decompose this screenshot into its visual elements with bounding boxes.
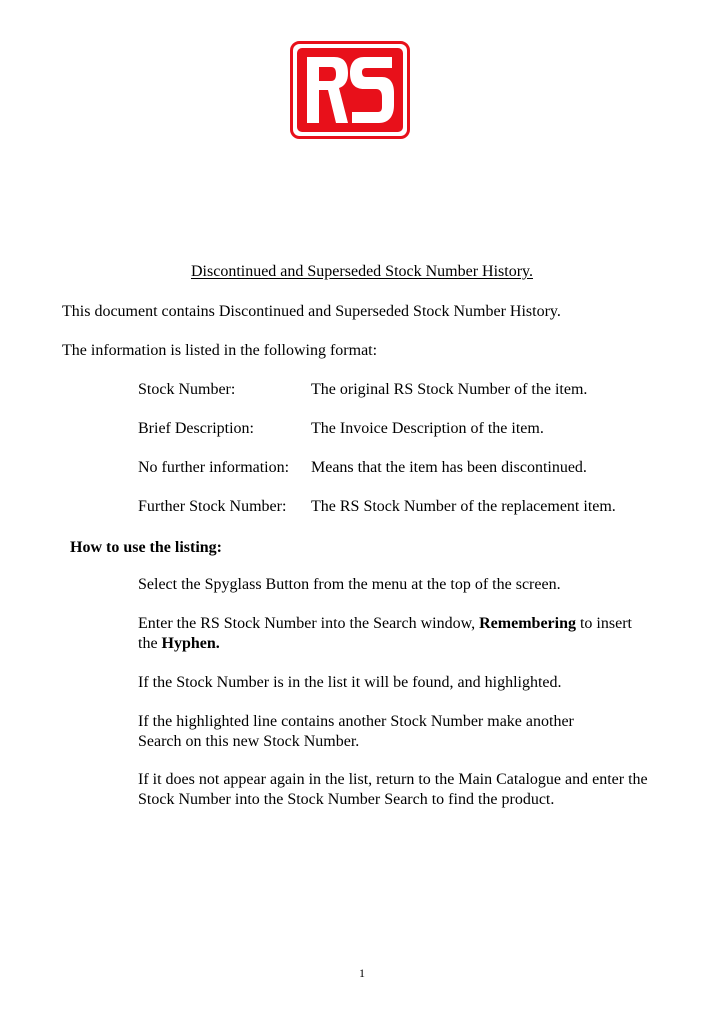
intro-paragraph-1: This document contains Discontinued and Superseded Stock Number History. [62,303,561,320]
step-3: If the Stock Number is in the list it will be found, and highlighted. [138,674,562,691]
rs-logo-icon [290,41,410,139]
step-2 [138,614,648,654]
step-2-text: Enter the RS Stock Number into the Search window, [138,615,480,632]
format-value: The Invoice Description of the item. [311,420,544,437]
howto-heading: How to use the listing: [70,539,222,556]
format-row-brief-description [138,419,698,439]
format-value: Means that the item has been discontinued. [311,459,587,476]
format-row-stock-number [138,380,698,400]
rs-logo [290,41,410,139]
format-row-further-stock-number [138,497,698,517]
page-number: 1 [359,966,365,980]
intro-paragraph-2: The information is listed in the following format: [62,342,378,359]
document-title: Discontinued and Superseded Stock Number History. [190,263,533,280]
format-key: No further information: [138,459,290,476]
step-2-text-mid: to insert the [138,615,632,652]
format-key: Brief Description: [138,420,254,437]
format-key: Further Stock Number: [138,498,287,515]
format-value: The RS Stock Number of the replacement item. [311,498,616,515]
format-row-no-further-information [138,458,698,478]
format-key: Stock Number: [138,381,236,398]
step-2-emphasis-hyphen: Hyphen. [161,635,220,652]
format-value: The original RS Stock Number of the item. [311,381,588,398]
step-4: If the highlighted line contains another Stock Number make another Search on this new Stock Number. [138,713,574,750]
step-2-emphasis-remembering: Remembering [479,615,576,632]
step-5: If it does not appear again in the list, return to the Main Catalogue and enter the Stock Number into the Stock Number Search to find the product. [138,771,648,808]
step-1: Select the Spyglass Button from the menu at the top of the screen. [138,576,561,593]
